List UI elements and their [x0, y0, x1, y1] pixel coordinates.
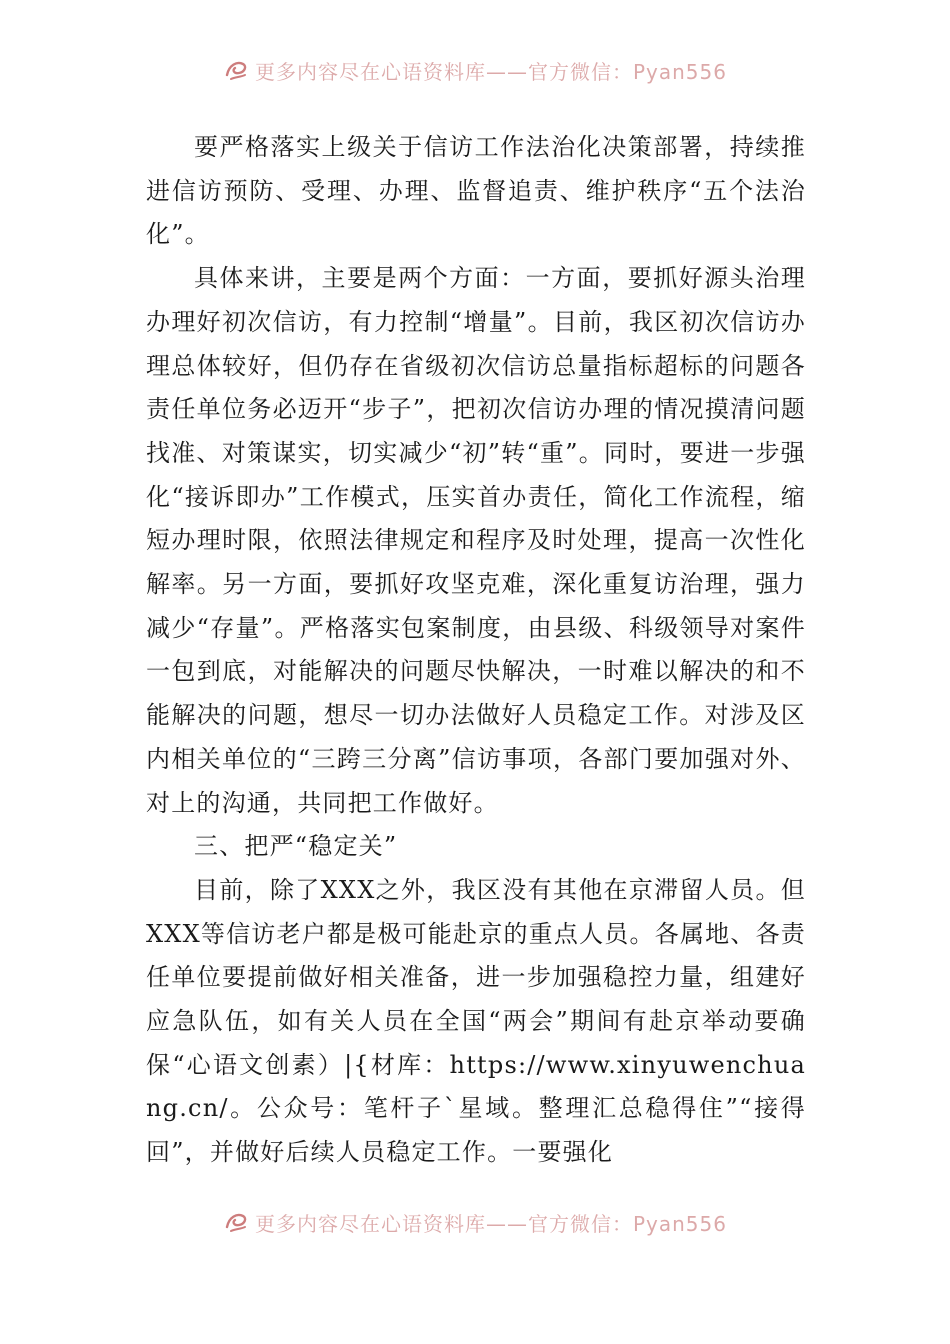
document-body — [146, 126, 806, 1175]
watermark-banner-bottom — [0, 1202, 950, 1242]
paragraph-2: 具体来讲，主要是两个方面：一方面，要抓好源头治理办理好初次信访，有力控制“增量”。目前，我区初次信访办理总体较好，但仍存在省级初次信访总量指标超标的问题各责任单位务必迈开“步子”，把初次信访办理的情况摸清问题找准、对策谋实，切实减少“初”转“重”。同时，要进一步强化“接诉即办”工作模式，压实首办责任，简化工作流程，缩短办理时限，依照法律规定和程序及时处理，提高一次性化解率。另一方面，要抓好攻坚克难，深化重复访治理，强力减少“存量”。严格落实包案制度，由县级、科级领导对案件一包到底，对能解决的问题尽快解决，一时难以解决的和不能解决的问题，想尽一切办法做好人员稳定工作。对涉及区内相关单位的“三跨三分离”信访事项，各部门要加强对外、对上的沟通，共同把工作做好。 — [146, 264, 806, 817]
watermark-banner-top — [0, 50, 950, 90]
watermark-text: 更多内容尽在心语资料库——官方微信：Pyan556 — [254, 1211, 727, 1236]
section-heading: 三、把严“稳定关” — [194, 832, 398, 861]
paragraph-1: 要严格落实上级关于信访工作法治化决策部署，持续推进信访预防、受理、办理、监督追责、维护秩序“五个法治化”。 — [146, 133, 806, 249]
paragraph-3: 目前，除了XXX之外，我区没有其他在京滞留人员。但XXX等信访老户都是极可能赴京的重点人员。各属地、各责任单位要提前做好相关准备，进一步加强稳控力量，组建好应急队伍，如有关人员在全国“两会”期间有赴京举动要确保“心语文创素）|{材库：https://www.xinyuwenchuang.cn/。公众号：笔杆子`星域。整理汇总稳得住”“接得回”，并做好后续人员稳定工作。一要强化 — [146, 875, 806, 1167]
logo-icon — [223, 1209, 249, 1235]
watermark-text: 更多内容尽在心语资料库——官方微信：Pyan556 — [254, 59, 727, 84]
logo-icon — [223, 57, 249, 83]
